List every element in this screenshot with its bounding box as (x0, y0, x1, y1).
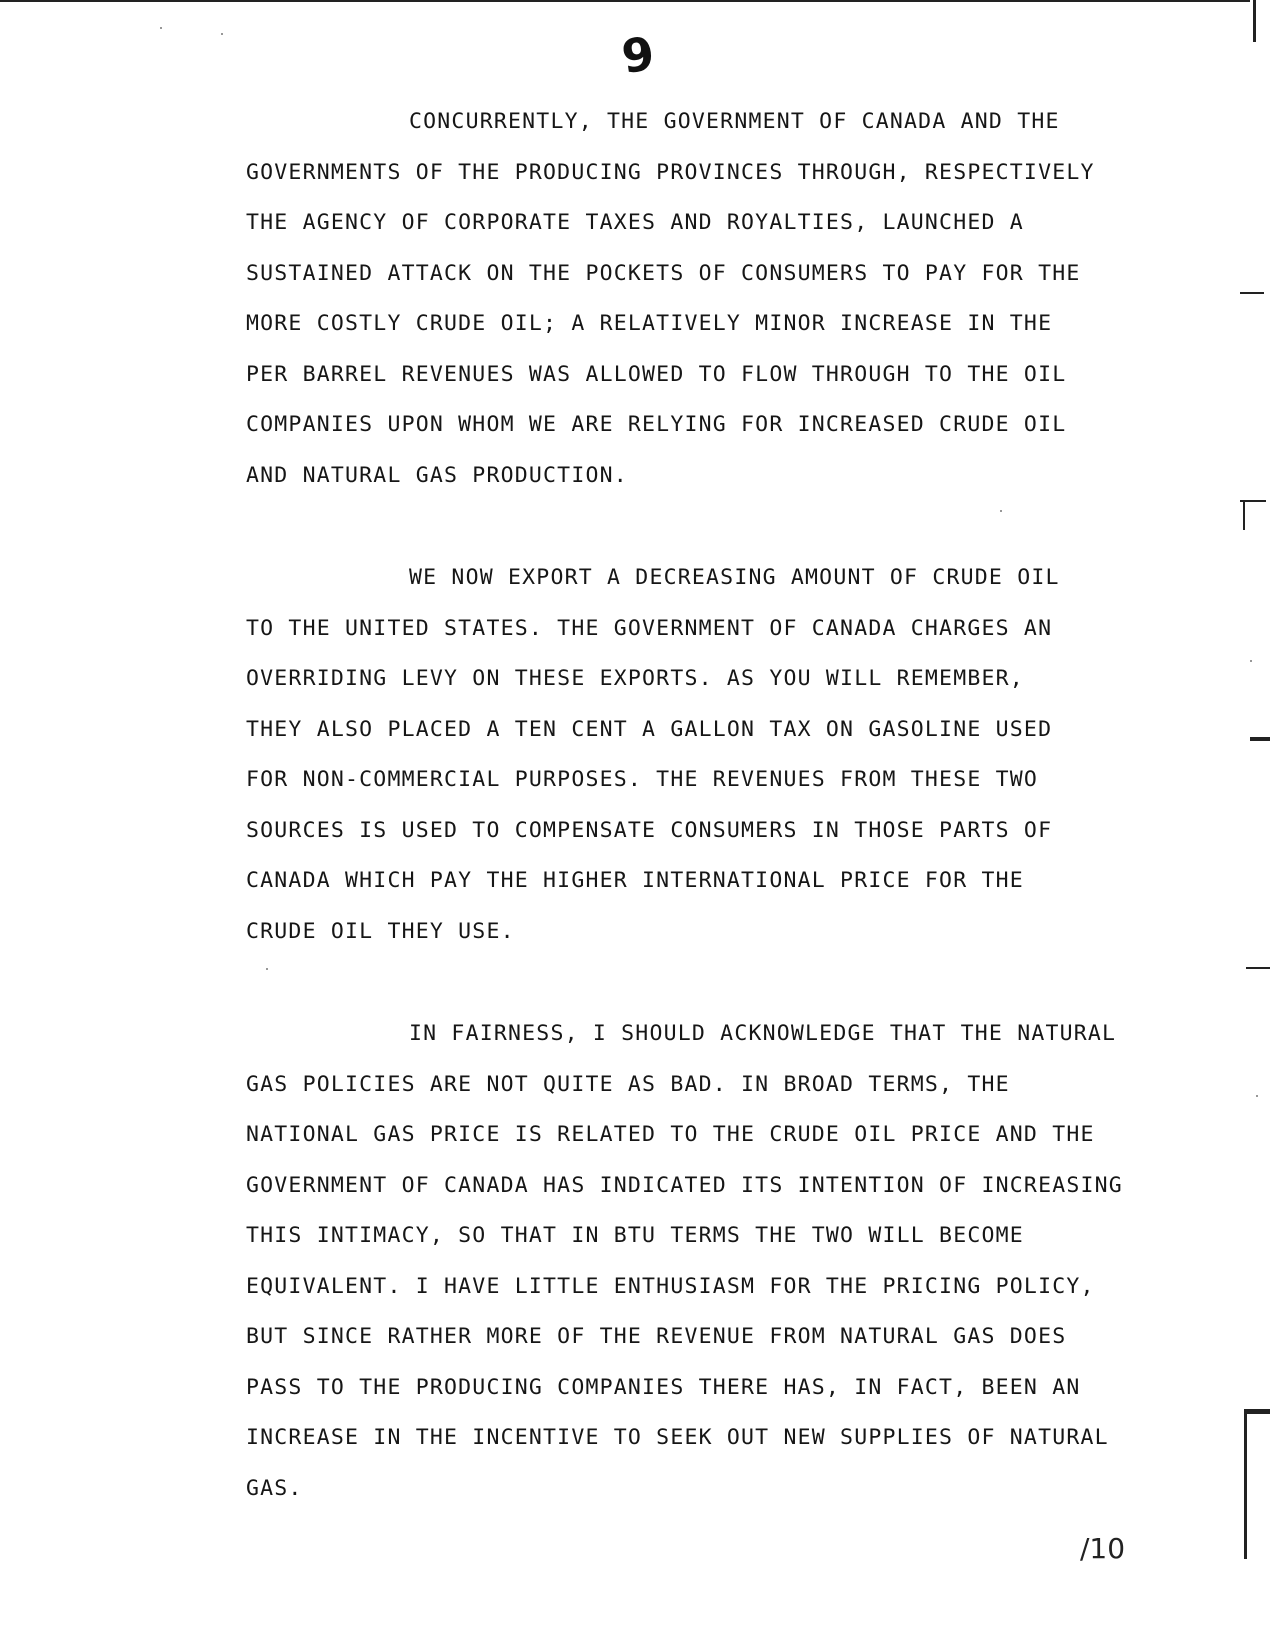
paragraph-body: TO THE UNITED STATES. THE GOVERNMENT OF CANADA CHARGES AN OVERRIDING LEVY ON THESE EXPORTS. AS YOU WILL REMEMBER, THEY ALSO PLACED A TEN CENT A GALLON TAX ON GASOLINE USED FOR NON-COMMERCIAL PURPOSES. THE REVENUES FROM THESE TWO SOURCES IS USED TO COMPENSATE CONSUMERS IN THOSE PARTS OF CANADA WHICH PAY THE HIGHER INTERNATIONAL PRICE FOR THE CRUDE OIL THEY USE. (246, 615, 1053, 944)
next-page-marker: /10 (1080, 1532, 1126, 1565)
scan-speck (221, 33, 223, 35)
scan-speck (1000, 510, 1002, 512)
paragraph-body: GAS POLICIES ARE NOT QUITE AS BAD. IN BROAD TERMS, THE NATIONAL GAS PRICE IS RELATED TO THE CRUDE OIL PRICE AND THE GOVERNMENT OF CANADA HAS INDICATED ITS INTENTION OF INCREASING THIS INTIMACY, SO THAT IN BTU TERMS THE TWO WILL BECOME EQUIVALENT. I HAVE LITTLE ENTHUSIASM FOR THE PRICING POLICY, BUT SINCE RATHER MORE OF THE REVENUE FROM NATURAL GAS DOES PASS TO THE PRODUCING COMPANIES THERE HAS, IN FACT, BEEN AN INCREASE IN THE INCENTIVE TO SEEK OUT NEW SUPPLIES OF NATURAL GAS. (246, 1071, 1123, 1501)
margin-tick (1244, 1409, 1247, 1559)
scan-top-border (0, 0, 1250, 2)
margin-tick (1240, 292, 1264, 294)
paragraph-first-line: WE NOW EXPORT A DECREASING AMOUNT OF CRUDE OIL (409, 565, 1060, 590)
paragraph-first-line: IN FAIRNESS, I SHOULD ACKNOWLEDGE THAT THE NATURAL (409, 1021, 1117, 1046)
scan-speck (1250, 660, 1252, 662)
paragraph-body: GOVERNMENTS OF THE PRODUCING PROVINCES THROUGH, RESPECTIVELY THE AGENCY OF CORPORATE TAXES AND ROYALTIES, LAUNCHED A SUSTAINED ATTACK ON THE POCKETS OF CONSUMERS TO PAY FOR THE MORE COSTLY CRUDE OIL; A RELATIVELY MINOR INCREASE IN THE PER BARREL REVENUES WAS ALLOWED TO FLOW THROUGH TO THE OIL COMPANIES UPON WHOM WE ARE RELYING FOR INCREASED CRUDE OIL AND NATURAL GAS PRODUCTION. (246, 159, 1095, 488)
margin-tick (1244, 1409, 1270, 1414)
paragraph-crude-oil-exports (246, 553, 1206, 957)
scan-speck (160, 27, 162, 29)
paragraph-natural-gas-policies (246, 1009, 1206, 1514)
scan-speck (266, 968, 268, 970)
margin-tick (1250, 737, 1270, 741)
margin-tick (1243, 500, 1245, 530)
paragraph-crude-oil-taxation (246, 97, 1206, 501)
handwritten-page-number: 9 (618, 26, 658, 84)
scan-speck (1256, 1095, 1258, 1097)
paragraph-first-line: CONCURRENTLY, THE GOVERNMENT OF CANADA AND THE (409, 109, 1060, 134)
scan-right-border (1253, 0, 1256, 42)
margin-tick (1246, 967, 1270, 969)
